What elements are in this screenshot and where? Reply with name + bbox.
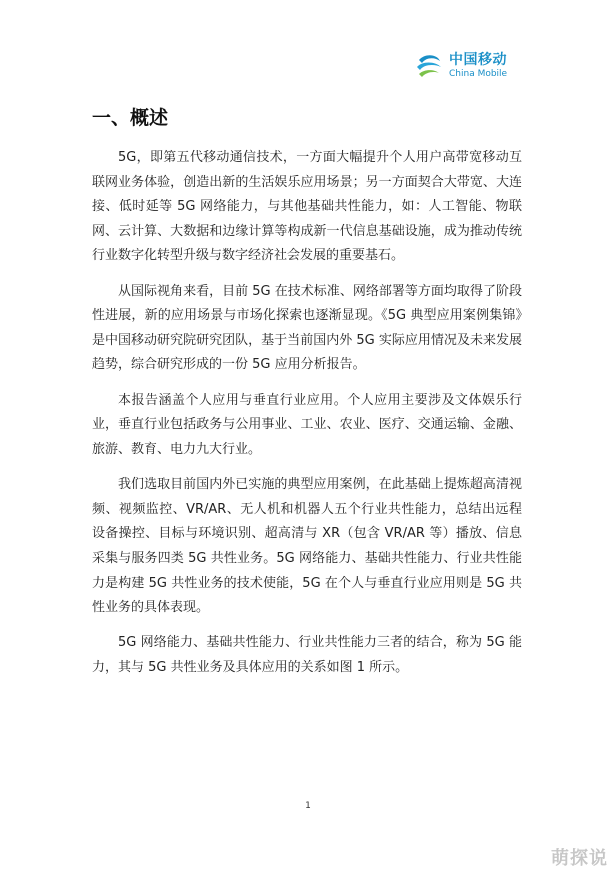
paragraph-5: 5G 网络能力、基础共性能力、行业共性能力三者的结合，称为 5G 能力，其与 5G 共性业务及具体应用的关系如图 1 所示。 [92,635,522,676]
paragraph-2: 从国际视角来看，目前 5G 在技术标准、网络部署等方面均取得了阶段性进展，新的应用场景与市场化探索也逐渐显现。《5G 典型应用案例集锦》是中国移动研究院研究团队，基于当前国内外 5G 实际应用情况及未来发展趋势，综合研究形成的一份 5G 应用分析报告。 [92,283,522,373]
page-number: 1 [305,801,311,811]
body-text [92,146,522,691]
china-mobile-swirl-icon [413,50,445,82]
china-mobile-logo [413,48,523,84]
paragraph-1: 5G，即第五代移动通信技术，一方面大幅提升个人用户高带宽移动互联网业务体验，创造出新的生活娱乐应用场景；另一方面契合大带宽、大连接、低时延等 5G 网络能力，与其他基础共性能力，如：人工智能、物联网、云计算、大数据和边缘计算等构成新一代信息基础设施，成为推动传统行业数字化转型升级与数字经济社会发展的重要基石。 [92,150,522,264]
section-title: 一、概述 [92,107,169,129]
logo-english-text: China Mobile [449,69,508,79]
watermark: 萌探说 [551,848,608,869]
paragraph-3: 本报告涵盖个人应用与垂直行业应用。个人应用主要涉及文体娱乐行业，垂直行业包括政务与公用事业、工业、农业、医疗、交通运输、金融、旅游、教育、电力九大行业。 [92,392,522,457]
logo-chinese-text: 中国移动 [449,52,507,68]
paragraph-4: 我们选取目前国内外已实施的典型应用案例，在此基础上提炼超高清视频、视频监控、VR/AR、无人机和机器人五个行业共性能力，总结出远程设备操控、目标与环境识别、超高清与 XR（包含 VR/AR 等）播放、信息采集与服务四类 5G 共性业务。5G 网络能力、基础共性能力、行业共性能力是构建 5G 共性业务的技术使能，5G 在个人与垂直行业应用则是 5G 共性业务的具体表现。 [92,477,522,616]
